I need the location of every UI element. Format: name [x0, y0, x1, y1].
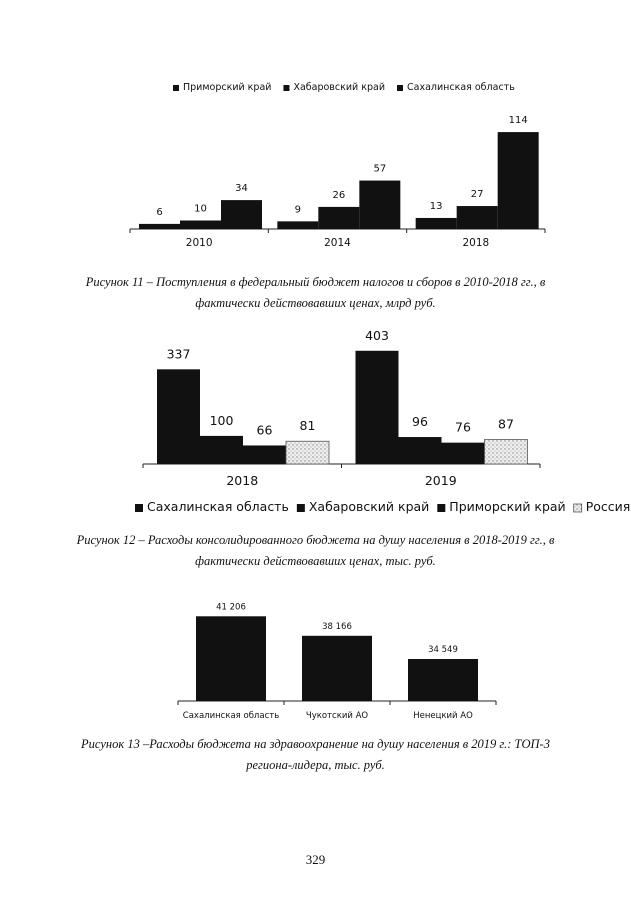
bar [221, 200, 262, 229]
bar [442, 443, 485, 464]
data-label: 41 206 [216, 602, 246, 613]
data-label: 87 [498, 416, 514, 432]
caption-fig13 [60, 734, 571, 776]
legend-swatch [135, 504, 143, 512]
bar [399, 437, 442, 464]
legend-label: Приморский край [183, 82, 272, 93]
data-label: 10 [194, 203, 207, 215]
legend-label: Сахалинская область [407, 82, 515, 93]
x-tick-label: 2018 [226, 473, 259, 488]
x-tick-label: 2019 [424, 473, 457, 488]
x-tick-label: 2010 [185, 237, 213, 249]
data-label: 26 [332, 189, 346, 201]
legend-swatch [283, 85, 289, 91]
legend-swatch [173, 85, 179, 91]
caption-fig13-line2: региона-лидера, тыс. руб. [246, 758, 385, 772]
x-tick-label: Ненецкий АО [413, 711, 473, 721]
x-tick-label: Сахалинская область [182, 711, 280, 721]
bar [200, 436, 243, 464]
legend-label: Хабаровский край [293, 82, 385, 93]
data-label: 57 [373, 163, 387, 175]
legend-swatch [574, 504, 582, 512]
data-label: 6 [156, 206, 163, 218]
legend-swatch [437, 504, 445, 512]
data-label: 66 [256, 422, 273, 438]
legend-swatch [297, 504, 305, 512]
caption-fig12-line2: фактически действовавших ценах, тыс. руб. [195, 554, 436, 568]
page-number: 329 [305, 852, 326, 867]
data-label: 76 [455, 419, 471, 435]
x-tick-label: Чукотский АО [305, 711, 369, 721]
data-label: 100 [209, 412, 234, 428]
bar [359, 181, 400, 229]
bar [196, 616, 266, 701]
data-label: 96 [412, 414, 428, 430]
caption-fig12-line1: Рисунок 12 – Расходы консолидированного бюджета на душу населения в 2018-2019 гг., в [76, 533, 555, 547]
data-label: 114 [508, 115, 528, 127]
data-label: 27 [470, 189, 484, 201]
data-label: 13 [429, 200, 443, 212]
data-label: 9 [294, 204, 302, 216]
x-tick-label: 2014 [324, 237, 351, 249]
bar [277, 221, 318, 229]
caption-fig12 [60, 530, 571, 572]
bar [457, 206, 498, 229]
data-label: 403 [365, 327, 389, 343]
bar [318, 207, 359, 229]
bar [416, 218, 457, 229]
data-label: 337 [166, 346, 191, 362]
bar [243, 445, 286, 464]
chart-fig13 [0, 590, 631, 725]
legend-swatch [397, 85, 403, 91]
bar [180, 221, 221, 230]
caption-fig11-line2: фактически действовавших ценах, млрд руб. [195, 296, 436, 310]
bar [485, 440, 528, 464]
data-label: 34 549 [428, 644, 458, 655]
bar [157, 369, 200, 464]
caption-fig13-line1: Рисунок 13 –Расходы бюджета на здравоохранение на душу населения в 2019 г.: ТОП-3 [81, 737, 550, 751]
bar [286, 441, 329, 464]
bar [356, 351, 399, 464]
legend-label: Россия [585, 499, 631, 514]
legend-label: Сахалинская область [147, 499, 289, 514]
legend-label: Хабаровский край [308, 499, 430, 514]
x-tick-label: 2018 [462, 237, 490, 249]
data-label: 81 [299, 418, 316, 434]
bar [498, 132, 539, 229]
bar [408, 659, 478, 701]
legend-label: Приморский край [449, 499, 566, 514]
data-label: 38 166 [322, 621, 352, 632]
chart-fig11 [0, 70, 631, 260]
data-label: 34 [235, 183, 248, 195]
chart-fig12 [0, 327, 631, 520]
bar [139, 224, 180, 229]
caption-fig11-line1: Рисунок 11 – Поступления в федеральный бюджет налогов и сборов в 2010-2018 гг., в [85, 275, 546, 289]
bar [302, 636, 372, 701]
caption-fig11 [60, 272, 571, 314]
